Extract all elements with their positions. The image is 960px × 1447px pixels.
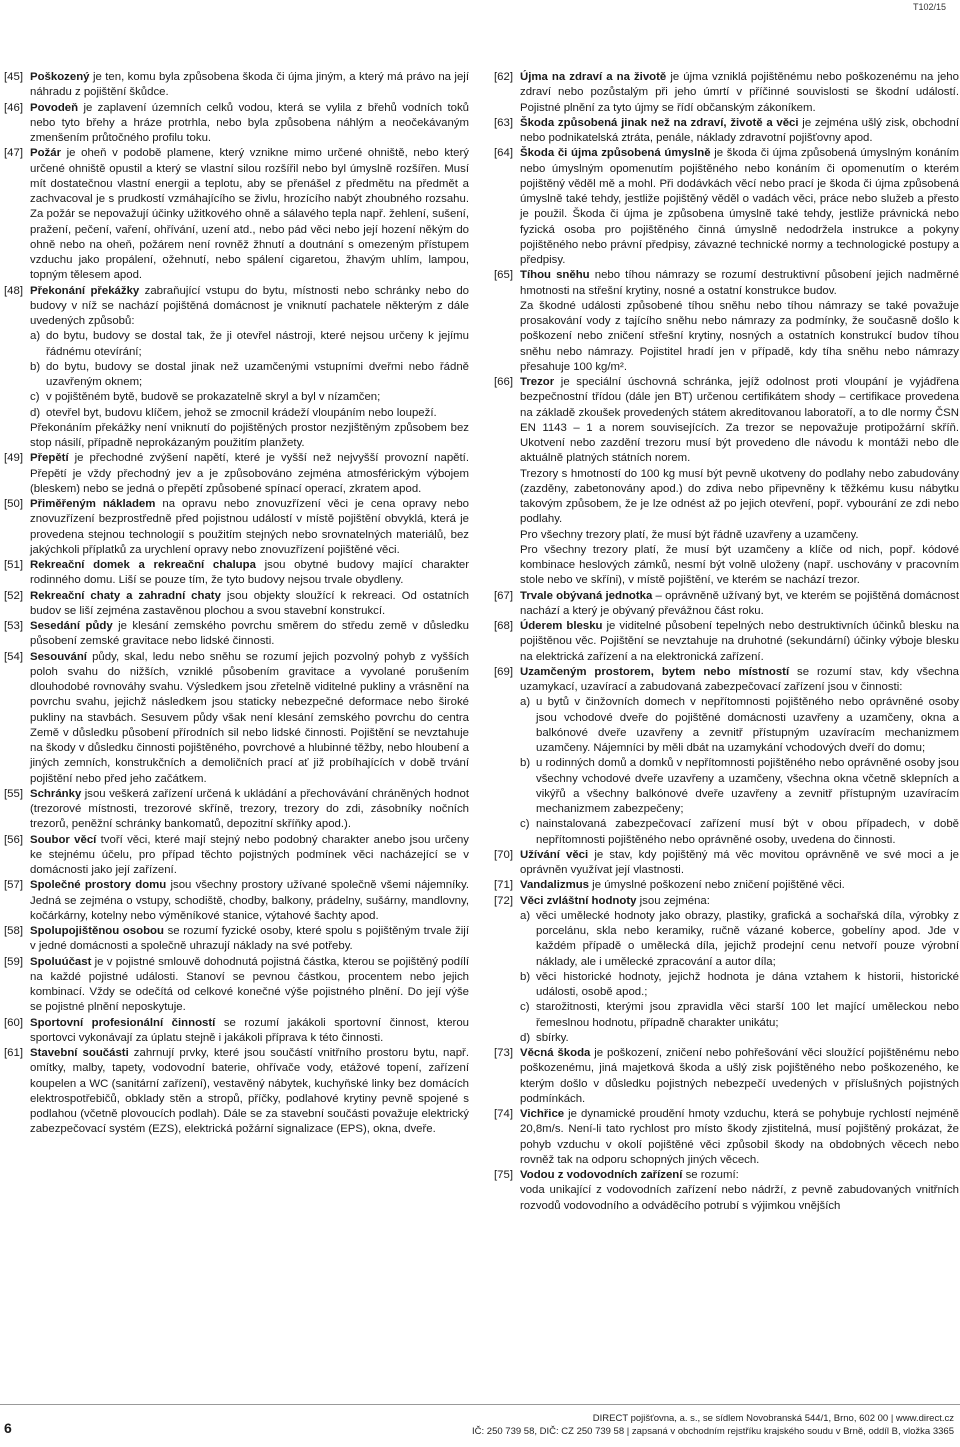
entry-number: [56]	[4, 833, 23, 846]
entry-text: půdy, skal, ledu nebo sněhu se rozumí jejich pozvolný pohyb z vyšších poloh svahu do nižších, vzniklé působením gravitace a vyvolané porušením dlouhodobé rovnováhy svahu. Výsledkem jsou zřetelně viditelné pukliny a vrásnění na povrchu svahu, jejichž následkem jsou staticky nebezpečné deformace nebo široké pukliny na stavbách. Sesuvem půdy však není klesání zemského povrchu do centra Země v důsledku působení přírodních sil nebo lidské činnosti. Pojištění se nevztahuje na škody v důsledku činnosti pojištěného, povrchové a hlubinné těžby, nebo hloubení a jiných zemních, konstrukčních a demoličních prací ať již probíhajících v době trvání pojištění nebo před jeho začátkem.	[30, 650, 469, 785]
entry-paragraph: Za škodné události způsobené tíhou sněhu nebo tíhou námrazy se také považuje prosakování vody z tajícího sněhu nebo námrazy za podmínky, že současně došlo k poškození nebo zničení střešní krytiny, nosných a ostatních konstrukcí budov tíhou sněhu nebo námrazy. Pojistitel hradí jen v případě, kdy tíha sněhu nebo námrazy přesahuje 100 kg/m².	[520, 299, 959, 373]
list-item: b) do bytu, budovy se dostal jinak než uzamčenými vstupními dveřmi nebo řádně uzavřeným oknem;	[30, 360, 469, 388]
entry-term: Škoda způsobená jinak než na zdraví, životě a věci	[520, 116, 799, 129]
entry-number: [47]	[4, 147, 23, 160]
entry-text: je v pojistné smlouvě dohodnutá pojistná částka, kterou se pojištěný podílí na každé pojistné události. Stanoví se pevnou částkou, procentem nebo jejich kombinací. Vždy se odečítá od celkové konečné výše pojistného plnění. Do její výše se pojistné plnění neposkytuje.	[30, 955, 469, 1014]
entry-term: Přepětí	[30, 452, 69, 465]
definition-56	[4, 833, 469, 879]
entry-term: Uzamčeným prostorem, bytem nebo místností	[520, 665, 790, 678]
entry-text: je klesání zemského povrchu směrem do středu země v důsledku působení zemské gravitace nebo lidské činnosti.	[30, 620, 469, 648]
entry-number: [53]	[4, 620, 23, 632]
entry-term: Schránky	[30, 787, 82, 800]
entry-term: Trvale obývaná jednotka	[520, 589, 653, 602]
definition-61	[4, 1046, 469, 1138]
entry-number: [62]	[494, 71, 513, 83]
definition-47	[4, 146, 469, 283]
list-item: c) nainstalovaná zabezpečovací zařízení musí být v obou případech, v době nepřítomnosti pojištěného nebo oprávněné osoby, uvedena do činnosti.	[520, 818, 959, 846]
footer-address: DIRECT pojišťovna, a. s., se sídlem Novobranská 544/1, Brno, 602 00 | www.direct.cz	[592, 1413, 954, 1424]
definition-49	[4, 451, 469, 497]
entry-number: [57]	[4, 879, 23, 892]
definition-52	[4, 589, 469, 620]
entry-number: [52]	[4, 589, 23, 602]
entry-term: Rekreační domek a rekreační chalupa	[30, 559, 256, 571]
list-item: d) sbírky.	[520, 1031, 569, 1044]
entry-text: je dynamické proudění hmoty vzduchu, která se pohybuje rychlostí nejméně 20,8m/s. Není-li tato rychlost pro místo škody zjistitelná, musí pojištěný prokázat, že pohyb vzduchu v okolí pojištěné věci způsobil škody na obdobných věcech nebo rovněž tak na odporu schopných jiných věcech.	[520, 1108, 959, 1166]
page-number: 6	[4, 1420, 12, 1436]
definition-59	[4, 955, 469, 1016]
entry-number: [60]	[4, 1016, 23, 1029]
entry-number: [65]	[494, 269, 513, 282]
entry-number: [58]	[4, 925, 23, 937]
definition-73	[494, 1046, 959, 1107]
list-item: c) starožitnosti, kterými jsou zpravidla věci starší 100 let mající uměleckou nebo řemeslnou hodnotu, případně charakter unikátu;	[520, 1001, 959, 1029]
entry-number: [45]	[4, 71, 23, 83]
definition-54	[4, 650, 469, 787]
entry-number: [50]	[4, 498, 23, 510]
entry-term: Spolupojištěnou osobou	[30, 925, 164, 937]
entry-text: jsou všechny prostory užívané společně všemi nájemníky. Jedná se zejména o vstupy, schodiště, chodby, balkony, prádelny, sušárny, mandlovny, kočárkárny, kotelny nebo výměníkové stanice, výtahové šachty apod.	[30, 879, 469, 922]
entry-text: je škoda či újma způsobená úmyslným konáním nebo úmyslným opomenutím pojištěného nebo konáním či opomenutím o kterém pojištěný věděl mě a mohl. Při dodávkách věcí nebo prací je škoda či újma způsobená úmyslně také tehdy, jestliže pojištěný věděl o vadách věci, práce nebo služeb a přesto je použil. Škoda či újma je způsobena úmyslně také tehdy, jestliže právnická nebo fyzická osoba pro pojištěného činná úmyslně nedodržela instrukce a pokyny pojištěného nebo právní předpisy, závazné technické normy a technologické postupy a předpisy.	[520, 147, 959, 266]
definition-45	[4, 70, 469, 101]
entry-term: Sportovní profesionální činností	[30, 1016, 216, 1029]
entry-term: Spoluúčast	[30, 955, 92, 968]
entry-term: Tíhou sněhu	[520, 269, 590, 282]
entry-text: se rozumí stav, kdy všechna uzamykací, uzavírací a zabudovaná zabezpečovací zařízení jsou v činnosti:	[520, 665, 959, 693]
definition-75	[494, 1168, 959, 1214]
entry-text: zahrnují prvky, které jsou součástí vnitřního prostoru bytu, např. omítky, malby, tapety, vodovodní baterie, ohřívače vody, etážové topení, zařízení koupelen a WC (sanitární zařízení), vestavěný nábytek, kuchyňské linky bez domácích elektrospotřebičů, obklady stěn a stropů, příčky, podlahové krytiny pevně spojené s podlahou (včetně plovoucích podlah). Dále se za stavební součásti považuje elektrický zabezpečovací systém (EZS), elektrická požární signalizace (EPS), okna, dveře.	[30, 1047, 470, 1136]
entry-text: tvoří věci, které mají stejný nebo podobný charakter anebo jsou určeny ke stejnému účelu, pro případ těchto pojistných podmínek věci nacházející se v domácnosti jako její zařízení.	[30, 833, 469, 876]
entry-text: nebo tíhou námrazy se rozumí destruktivní působení jejich nadměrné hmotnosti na střešní krytiny, nosné a ostatní konstrukce budov.	[520, 269, 959, 297]
entry-number: [46]	[4, 101, 23, 114]
entry-note: Překonáním překážky není vniknutí do pojištěných prostor nezjištěným způsobem bez stop násilí, případně neprokázaným použitím planžety.	[30, 421, 469, 449]
entry-text: jsou veškerá zařízení určená k ukládání a přechovávání chráněných hodnot (trezorové místnosti, trezorové skříně, trezory, trezory do zdi, zásobníky nočních trezorů, peněžní schránky bankomatů, depozitní skříňky apod.).	[30, 787, 469, 831]
footer-registration: IČ: 250 739 58, DIČ: CZ 250 739 58 | zapsaná v obchodním rejstříku krajského soudu v Brně, oddíl B, vložka 3365	[472, 1426, 954, 1437]
list-item: d) otevřel byt, budovu klíčem, jehož se zmocnil krádeží vloupáním nebo loupeží.	[30, 406, 437, 419]
entry-number: [74]	[494, 1108, 513, 1120]
definition-57	[4, 878, 469, 924]
definition-65	[494, 268, 959, 375]
entry-number: [68]	[494, 620, 513, 632]
definition-60	[4, 1016, 469, 1047]
entry-number: [67]	[494, 589, 513, 602]
entry-text: je zaplavení územních celků vodou, která se vylila z břehů vodních toků nebo tyto břehy a hráze protrhla, nebo byla způsobena náhlým a neočekávaným zmenšením průtočného profilu toku.	[30, 101, 469, 144]
list-item: a) u bytů v činžovních domech v nepřítomnosti pojištěného nebo oprávněné osoby jsou vchodové dveře do pojištěné domácnosti uzavřeny a uzamčeny, okna a balkónové dveře uzavřeny a zevnitř přístupným uzavíracím mechanizmem uzamčeny. Nájemníci by měli dbát na uzamykání vchodových dveří do domu;	[520, 696, 959, 754]
definition-66	[494, 375, 959, 589]
definition-63	[494, 116, 959, 147]
entry-text: je stav, kdy pojištěný má věc movitou oprávněně ve své moci a je oprávněn využívat její vlastnosti.	[520, 848, 959, 876]
entry-term: Věcná škoda	[520, 1047, 591, 1059]
entry-paragraph: Pro všechny trezory platí, že musí být uzamčeny a klíče od nich, popř. kódové kombinace heslových zámků, nesmí být volně uloženy (např. uschovány v pracovním stole nebo ve skříni), v místě pojištění, ve kterém se nachází trezor.	[520, 543, 959, 587]
entry-term: Překonání překážky	[30, 284, 140, 297]
entry-paragraph: Pro všechny trezory platí, že musí být řádně uzavřeny a uzamčeny.	[520, 528, 859, 541]
definition-72	[494, 894, 959, 1047]
definition-46	[4, 101, 469, 147]
entry-number: [64]	[494, 147, 513, 160]
definition-67	[494, 589, 959, 620]
entry-paragraph: Trezory s hmotností do 100 kg musí být pevně ukotveny do podlahy nebo zabudovány (zazděny, zabetonovány apod.) do zdiva nebo připevněny k těžkému kusu nábytku takovým způsobem, že je lze odnést až po jejich otevření, popř. vybourání ze zdi nebo podlahy.	[520, 467, 959, 526]
entry-term: Vichřice	[520, 1108, 565, 1120]
entry-text: je újma vzniklá pojištěnému nebo poškozenému na jeho zdraví nebo pozůstalým při jeho úmrtí v příčinné souvislosti se škodní událostí. Pojistné plnění za tyto újmy se řídí občanským zákoníkem.	[520, 71, 959, 114]
entry-text: se rozumí:	[682, 1169, 739, 1181]
entry-term: Úderem blesku	[520, 620, 603, 632]
entry-term: Vandalizmus	[520, 879, 589, 892]
entry-number: [73]	[494, 1047, 513, 1059]
entry-number: [59]	[4, 955, 23, 968]
definition-71	[494, 878, 959, 893]
entry-number: [49]	[4, 452, 23, 465]
entry-term: Sesedání půdy	[30, 620, 113, 632]
entry-text: je ten, komu byla způsobena škoda či újma jiným, a který má právo na její náhradu z pojištění škůdce.	[30, 71, 469, 99]
definition-58	[4, 924, 469, 955]
entry-text: zabraňující vstupu do bytu, místnosti nebo schránky nebo do budovy v níž se nachází pojištěná domácnost je vniknutí pachatele některým z dále uvedených způsobů:	[30, 284, 470, 327]
left-column	[4, 70, 469, 1138]
list-item: a) věci umělecké hodnoty jako obrazy, plastiky, grafická a sochařská díla, výrobky z porcelánu, skla nebo keramiky, ručně vázané koberce, gobelíny apod. Jde v každém případě o umělecká díla, jejichž prodejní cenu netvoří pouze výrobní náklady, ale i umělecké zpracování a autor díla;	[520, 909, 959, 968]
entry-text: je úmyslné poškození nebo zničení pojištěné věci.	[589, 879, 845, 892]
entry-term: Rekreační chaty a zahradní chaty	[30, 589, 221, 602]
entry-text: na opravu nebo znovuzřízení věci je cena opravy nebo znovuzřízení bezprostředně před pojistnou událostí v místě pojištění obvyklá, která je provedena stejnou technologií s použitím stejných nebo srovnatelných materiálů, bez jakýchkoli příplatků za urychlení opravy nebo znovuzřízení pojištěné věci.	[30, 498, 470, 556]
definition-50	[4, 497, 469, 558]
entry-text: je přechodné zvýšení napětí, které je vyšší než nejvyšší provozní napětí. Přepětí je vždy přechodný jev a je způsobováno zejména atmosférickým výbojem (bleskem) nebo se jedná o přepětí způsobené spínací operací, zkratem apod.	[30, 452, 469, 495]
list-item: b) u rodinných domů a domků v nepřítomnosti pojištěného nebo oprávněné osoby jsou všechny vchodové dveře uzavřeny a uzamčeny, všechna okna včetně sklepních a vikýřů a všechny balkónové dveře uzavřeny a zevnitř přístupným uzavíracím mechanizmem zabezpečeny;	[520, 757, 959, 815]
entry-text: se rozumí fyzické osoby, které spolu s pojištěným trvale žijí v jedné domácnosti a společně uhrazují náklady na své potřeby.	[30, 925, 469, 953]
entry-term: Škoda či újma způsobená úmyslně	[520, 147, 711, 160]
entry-term: Trezor	[520, 376, 555, 388]
entry-text: jsou objekty sloužící k rekreaci. Od ostatních budov se liší zejména zastavěnou plochou a svou stavební konstrukcí.	[30, 589, 469, 617]
definition-70	[494, 848, 959, 879]
definition-69	[494, 665, 959, 848]
definition-53	[4, 619, 469, 650]
entry-term: Sesouvání	[30, 650, 87, 663]
definition-68	[494, 619, 959, 665]
definition-48	[4, 284, 469, 452]
entry-number: [75]	[494, 1169, 513, 1181]
list-item: a) do bytu, budovy se dostal tak, že ji otevřel nástroji, které nejsou určeny k jejímu řádnému otevírání;	[30, 330, 469, 358]
entry-number: [69]	[494, 665, 513, 678]
entry-term: Užívání věci	[520, 848, 589, 861]
definition-55	[4, 787, 469, 833]
entry-text: – oprávněně užívaný byt, ve kterém se pojištěná domácnost nachází a který je obývaný převážnou část roku.	[520, 589, 960, 617]
entry-term: Požár	[30, 147, 62, 160]
footer-divider	[0, 1404, 960, 1405]
document-code: T102/15	[912, 2, 946, 12]
entry-number: [72]	[494, 894, 513, 907]
list-item: c) v pojištěném bytě, budově se prokazatelně skryl a byl v nízamčen;	[30, 391, 381, 404]
entry-number: [51]	[4, 559, 23, 571]
entry-term: Povodeň	[30, 101, 79, 114]
definition-64	[494, 146, 959, 268]
entry-text: je speciální úschovná schránka, jejíž odolnost proti vloupání je vyjádřena bezpečnostní třídou (dále jen BT) určenou certifikátem shody – certifikace provedena na základě zkoušek provedených státem akreditovanou laboratoří, a to dle normy ČSN EN 1143 – 1 a norem souvisejících. Za trezor se nepovažuje protipožární skříň. Ukotvení nebo zazdění trezoru musí být provedeno dle návodu k montáži nebo dle aktuálně platných státních norem.	[520, 376, 959, 465]
entry-term: Stavební součásti	[30, 1047, 129, 1059]
entry-text: jsou zejména:	[636, 894, 710, 907]
entry-number: [55]	[4, 787, 23, 800]
entry-term: Věci zvláštní hodnoty	[520, 894, 637, 907]
entry-number: [48]	[4, 284, 23, 297]
definition-74	[494, 1107, 959, 1168]
entry-text: je zejména ušlý zisk, obchodní nebo podnikatelská ztráta, penále, náklady zdravotní pojišťovny apod.	[520, 116, 959, 144]
entry-number: [61]	[4, 1047, 23, 1059]
list-item: b) věci historické hodnoty, jejichž hodnota je dána vztahem k historii, historické události, osobě apod.;	[520, 970, 959, 998]
entry-text: jsou obytné budovy mající charakter rodinného domu. Liší se pouze tím, že tyto budovy nejsou trvale obydleny.	[30, 559, 469, 587]
entry-text: je poškození, zničení nebo pohřešování věci sloužící pojištěnému nebo poškozenému, jiná majetková škoda a ušlý zisk pojištěného nebo poškozeného, ke kterým došlo v důsledku pojistných nebezpečí uvedených v příslušných pojistných podmínkách.	[520, 1047, 959, 1105]
entry-term: Společné prostory domu	[30, 879, 167, 892]
entry-number: [63]	[494, 116, 513, 129]
entry-number: [66]	[494, 376, 513, 388]
definition-62	[494, 70, 959, 116]
entry-text: se rozumí jakákoli sportovní činnost, kterou sportovci vykonávají za úplatu stejně i jakákoli příprava k této činnosti.	[30, 1016, 469, 1044]
entry-number: [70]	[494, 848, 513, 861]
entry-term: Soubor věcí	[30, 833, 97, 846]
entry-text: je viditelné působení tepelných nebo destruktivních účinků blesku na pojištěnou věc. Pojištění se nevztahuje na druhotné (sekundární) účinky výboje blesku na elektrická zařízení a na elektronická zařízení.	[520, 620, 960, 663]
entry-number: [54]	[4, 650, 23, 663]
entry-paragraph: voda unikající z vodovodních zařízení nebo nádrží, z pevně zabudovaných vnitřních rozvodů vodovodního a odváděcího potrubí s výjimkou vnějších	[520, 1184, 959, 1212]
definition-51	[4, 558, 469, 589]
entry-text: je oheň v podobě plamene, který vznikne mimo určené ohniště, nebo který určené ohniště opustil a který se vlastní silou rozšířil nebo byl úmyslně rozšířen. Musí mít dostatečnou vlastní energii a teplotu, aby se přenášel z předmětu na předmět a zachvacoval je s prudkostí vzmáhajícího se živlu, hrozícího nabýt zhoubného rozsahu. Za požár se nepovažují účinky užitkového ohně a sálavého tepla např. žehlení, sušení, pražení, pečení, vaření, ohřívání, uzení atd., nebo pád věci nebo její hození někým do ohně nebo na oheň, požárem není rovněž žhnutí a doutnání s omezeným přístupem vzduchu jako propálení, ožehnutí, nebo spálení cigaretou, žhavým uhlím, lampou, topným tělesem apod.	[30, 147, 469, 282]
entry-term: Újma na zdraví a na životě	[520, 71, 667, 83]
footer	[472, 1412, 954, 1438]
entry-term: Poškozený	[30, 71, 90, 83]
entry-number: [71]	[494, 879, 513, 892]
entry-term: Přiměřeným nákladem	[30, 498, 156, 510]
entry-term: Vodou z vodovodních zařízení	[520, 1169, 683, 1181]
right-column	[494, 70, 959, 1214]
